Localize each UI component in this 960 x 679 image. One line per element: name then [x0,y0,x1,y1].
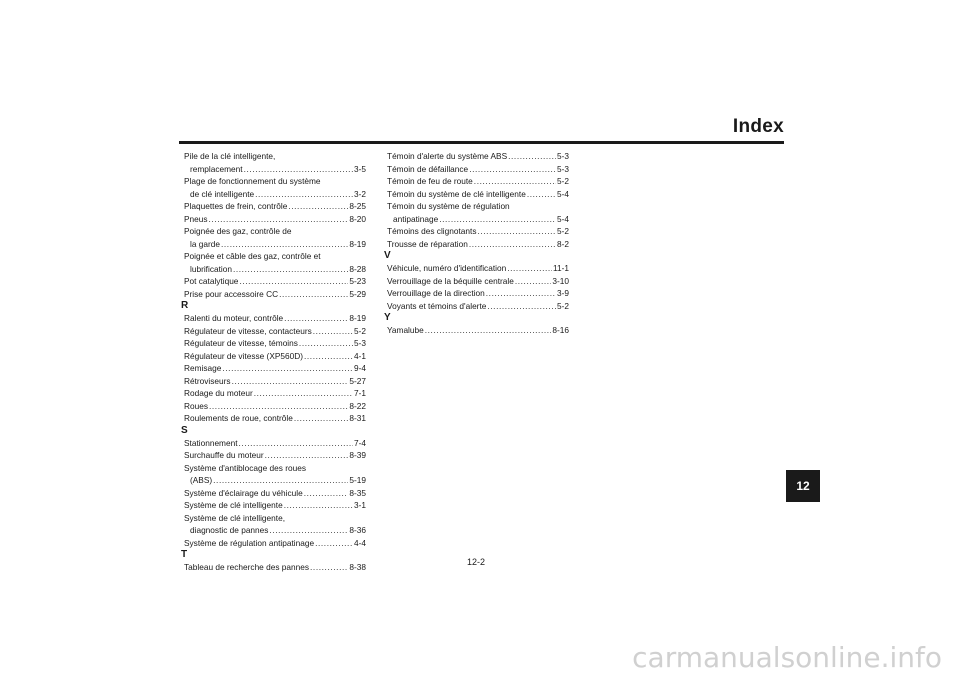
index-page-ref: 5-4 [557,188,569,199]
index-entry-label: Verrouillage de la béquille centrale [387,275,514,286]
index-entry-label: antipatinage [393,213,439,224]
index-letter-heading: V [384,250,391,261]
index-entry-label: Roulements de roue, contrôle [184,413,293,423]
index-page-ref: 3-2 [354,188,366,199]
dot-leader [299,337,353,350]
index-entry [387,300,569,313]
index-entry [184,537,366,550]
dot-leader [284,499,353,512]
index-page-ref: 5-2 [557,300,569,311]
index-entry-label: Système de clé intelligente [184,500,283,510]
index-page-ref: 8-2 [557,238,569,249]
index-entry-label: Témoins des clignotants [387,226,477,236]
dot-leader [209,213,349,226]
index-entry-label: Surchauffe du moteur [184,450,264,460]
index-column-left [181,150,366,574]
index-page-ref: 5-3 [557,151,569,161]
index-entry-text: Poignée des gaz, contrôle de [184,226,292,236]
index-page-ref: 5-29 [349,288,366,299]
index-entry-label: la garde [190,238,220,249]
index-entry-text: Poignée et câble des gaz, contrôle et [184,251,321,261]
page-title: Index [732,116,784,137]
index-page-ref: 3-10 [552,275,569,286]
index-page-ref: 5-2 [354,325,366,336]
index-entry-label: lubrification [190,263,232,274]
index-entry-label: diagnostic de pannes [190,525,269,535]
index-entry [184,375,366,388]
index-page-ref: 5-19 [349,475,366,485]
index-entry-label: Yamalube [387,325,424,335]
dot-leader [232,375,349,388]
index-entry [184,437,366,450]
index-page-ref: 5-4 [557,213,569,224]
index-letter-heading: S [181,424,188,436]
index-page-ref: 7-1 [354,388,366,398]
watermark: carmanualsonline.info [632,641,942,674]
dot-leader [239,275,348,288]
dot-leader [288,200,348,213]
index-entry [184,462,366,487]
index-page-ref: 5-27 [349,375,366,386]
index-entry [184,499,366,512]
index-entry [184,487,366,500]
index-entry-label: Témoin de défaillance [387,163,469,174]
index-entry-label: Prise pour accessoire CC [184,288,279,299]
dot-leader [469,163,556,176]
dot-leader [221,238,348,251]
index-entry [184,150,366,175]
index-entry [387,275,569,288]
index-entry [387,287,569,300]
dot-leader [213,474,348,487]
index-page-ref: 11-1 [553,263,569,273]
index-page-ref: 8-28 [349,263,366,274]
index-entry [184,337,366,350]
index-page-ref: 8-39 [349,450,366,460]
index-page-ref: 8-19 [349,238,366,249]
index-entry [184,213,366,226]
chapter-tab: 12 [786,470,820,502]
dot-leader [477,225,556,238]
index-entry-label: Régulateur de vitesse (XP560D) [184,350,303,361]
index-letter-heading: Y [384,312,391,323]
index-entry-label: Trousse de réparation [387,238,468,249]
index-page-ref: 5-23 [349,276,366,286]
index-entry [184,275,366,288]
index-entry-label: Témoin de feu de route [387,176,473,186]
index-entry [184,362,366,375]
index-entry-text: Système d'antiblocage des roues [184,462,306,473]
index-entry-label: Véhicule, numéro d'identification [387,263,507,273]
index-entry-label: Pneus [184,213,208,224]
index-entry-label: Système d'éclairage du véhicule [184,487,303,498]
index-entry [184,288,366,301]
index-entry [387,150,569,163]
index-entry-label: Plaquettes de frein, contrôle [184,201,288,211]
index-entry [184,512,366,537]
dot-leader [304,350,353,363]
index-entry [184,250,366,275]
index-entry [387,238,569,251]
index-page-ref: 4-4 [354,537,366,548]
page-number: 12-2 [467,557,486,567]
index-entry-label: Stationnement [184,437,238,448]
index-entry-label: Régulateur de vitesse, contacteurs [184,325,312,336]
index-entry [184,325,366,338]
index-letter-heading: T [181,549,188,560]
index-page-ref: 9-4 [354,363,366,373]
dot-leader [508,150,556,163]
index-entry-label: Témoin d'alerte du système ABS [387,151,508,161]
dot-leader [515,275,552,288]
index-page-ref: 8-25 [349,201,366,211]
index-entry-label: Verrouillage de la direction [387,288,485,298]
index-page-ref: 3-1 [354,500,366,510]
dot-leader [244,163,353,176]
index-page-ref: 8-22 [349,400,366,411]
index-entry [184,350,366,363]
dot-leader [222,362,353,375]
index-entry-label: Système de régulation antipatinage [184,537,315,548]
index-page-ref: 8-31 [349,413,366,423]
index-entry-text: Plage de fonctionnement du système [184,176,321,186]
dot-leader [239,437,353,450]
dot-leader [310,561,348,574]
index-entry [387,188,569,201]
index-page-ref: 8-36 [349,525,366,535]
index-entry [387,262,569,275]
dot-leader [209,400,348,413]
dot-leader [233,263,348,276]
index-page-ref: 5-3 [557,163,569,174]
index-entry [184,387,366,400]
dot-leader [486,287,556,300]
index-entry [387,324,569,337]
index-entry-label: Voyants et témoins d'alerte [387,300,487,311]
dot-leader [507,262,552,275]
index-page-ref: 8-16 [552,325,569,335]
index-entry [184,400,366,413]
index-page-ref: 4-1 [354,350,366,361]
index-entry [184,175,366,200]
index-entry-text: Témoin du système de régulation [387,201,510,211]
index-entry [387,163,569,176]
index-page-ref: 8-38 [349,562,366,572]
index-entry-label: Pot catalytique [184,276,239,286]
dot-leader [487,300,556,313]
index-entry [387,175,569,188]
index-entry [184,561,366,574]
dot-leader [313,325,353,338]
index-page-ref: 5-2 [557,226,569,236]
index-entry-label: Roues [184,400,208,411]
dot-leader [294,412,349,425]
dot-leader [425,324,552,337]
index-entry [184,449,366,462]
index-entry-text: Pile de la clé intelligente, [184,151,276,161]
index-page-ref: 3-5 [354,163,366,174]
dot-leader [315,537,353,550]
index-page-ref: 8-19 [349,313,366,323]
dot-leader [469,238,556,251]
dot-leader [439,213,556,226]
index-entry-label: Remisage [184,363,222,373]
title-rule [179,141,784,144]
dot-leader [269,524,348,537]
dot-leader [284,312,348,325]
dot-leader [265,449,349,462]
index-page-ref: 5-2 [557,176,569,186]
index-letter-heading: R [181,300,189,311]
index-entry-label: de clé intelligente [190,188,255,199]
index-page-ref: 8-35 [349,487,366,498]
index-column-right [384,150,569,337]
dot-leader [279,288,348,301]
index-entry [184,225,366,250]
dot-leader [255,188,353,201]
index-page-ref: 8-20 [349,213,366,224]
index-entry-label: Rodage du moteur [184,388,253,398]
dot-leader [527,188,556,201]
index-entry [184,200,366,213]
index-entry [184,312,366,325]
index-entry-label: Régulateur de vitesse, témoins [184,338,298,348]
index-entry-label: Rétroviseurs [184,375,231,386]
index-entry-label: Ralenti du moteur, contrôle [184,313,284,323]
index-entry [387,200,569,225]
index-page-ref: 5-3 [354,338,366,348]
index-page-ref: 7-4 [354,437,366,448]
index-entry-label: remplacement [190,163,243,174]
index-entry [387,225,569,238]
index-entry [184,412,366,425]
index-entry-label: (ABS) [190,475,213,485]
dot-leader [254,387,353,400]
dot-leader [474,175,556,188]
index-entry-label: Témoin du système de clé intelligente [387,188,526,199]
index-page-ref: 3-9 [557,288,569,298]
index-entry-text: Système de clé intelligente, [184,512,286,523]
dot-leader [304,487,349,500]
index-entry-label: Tableau de recherche des pannes [184,562,310,572]
